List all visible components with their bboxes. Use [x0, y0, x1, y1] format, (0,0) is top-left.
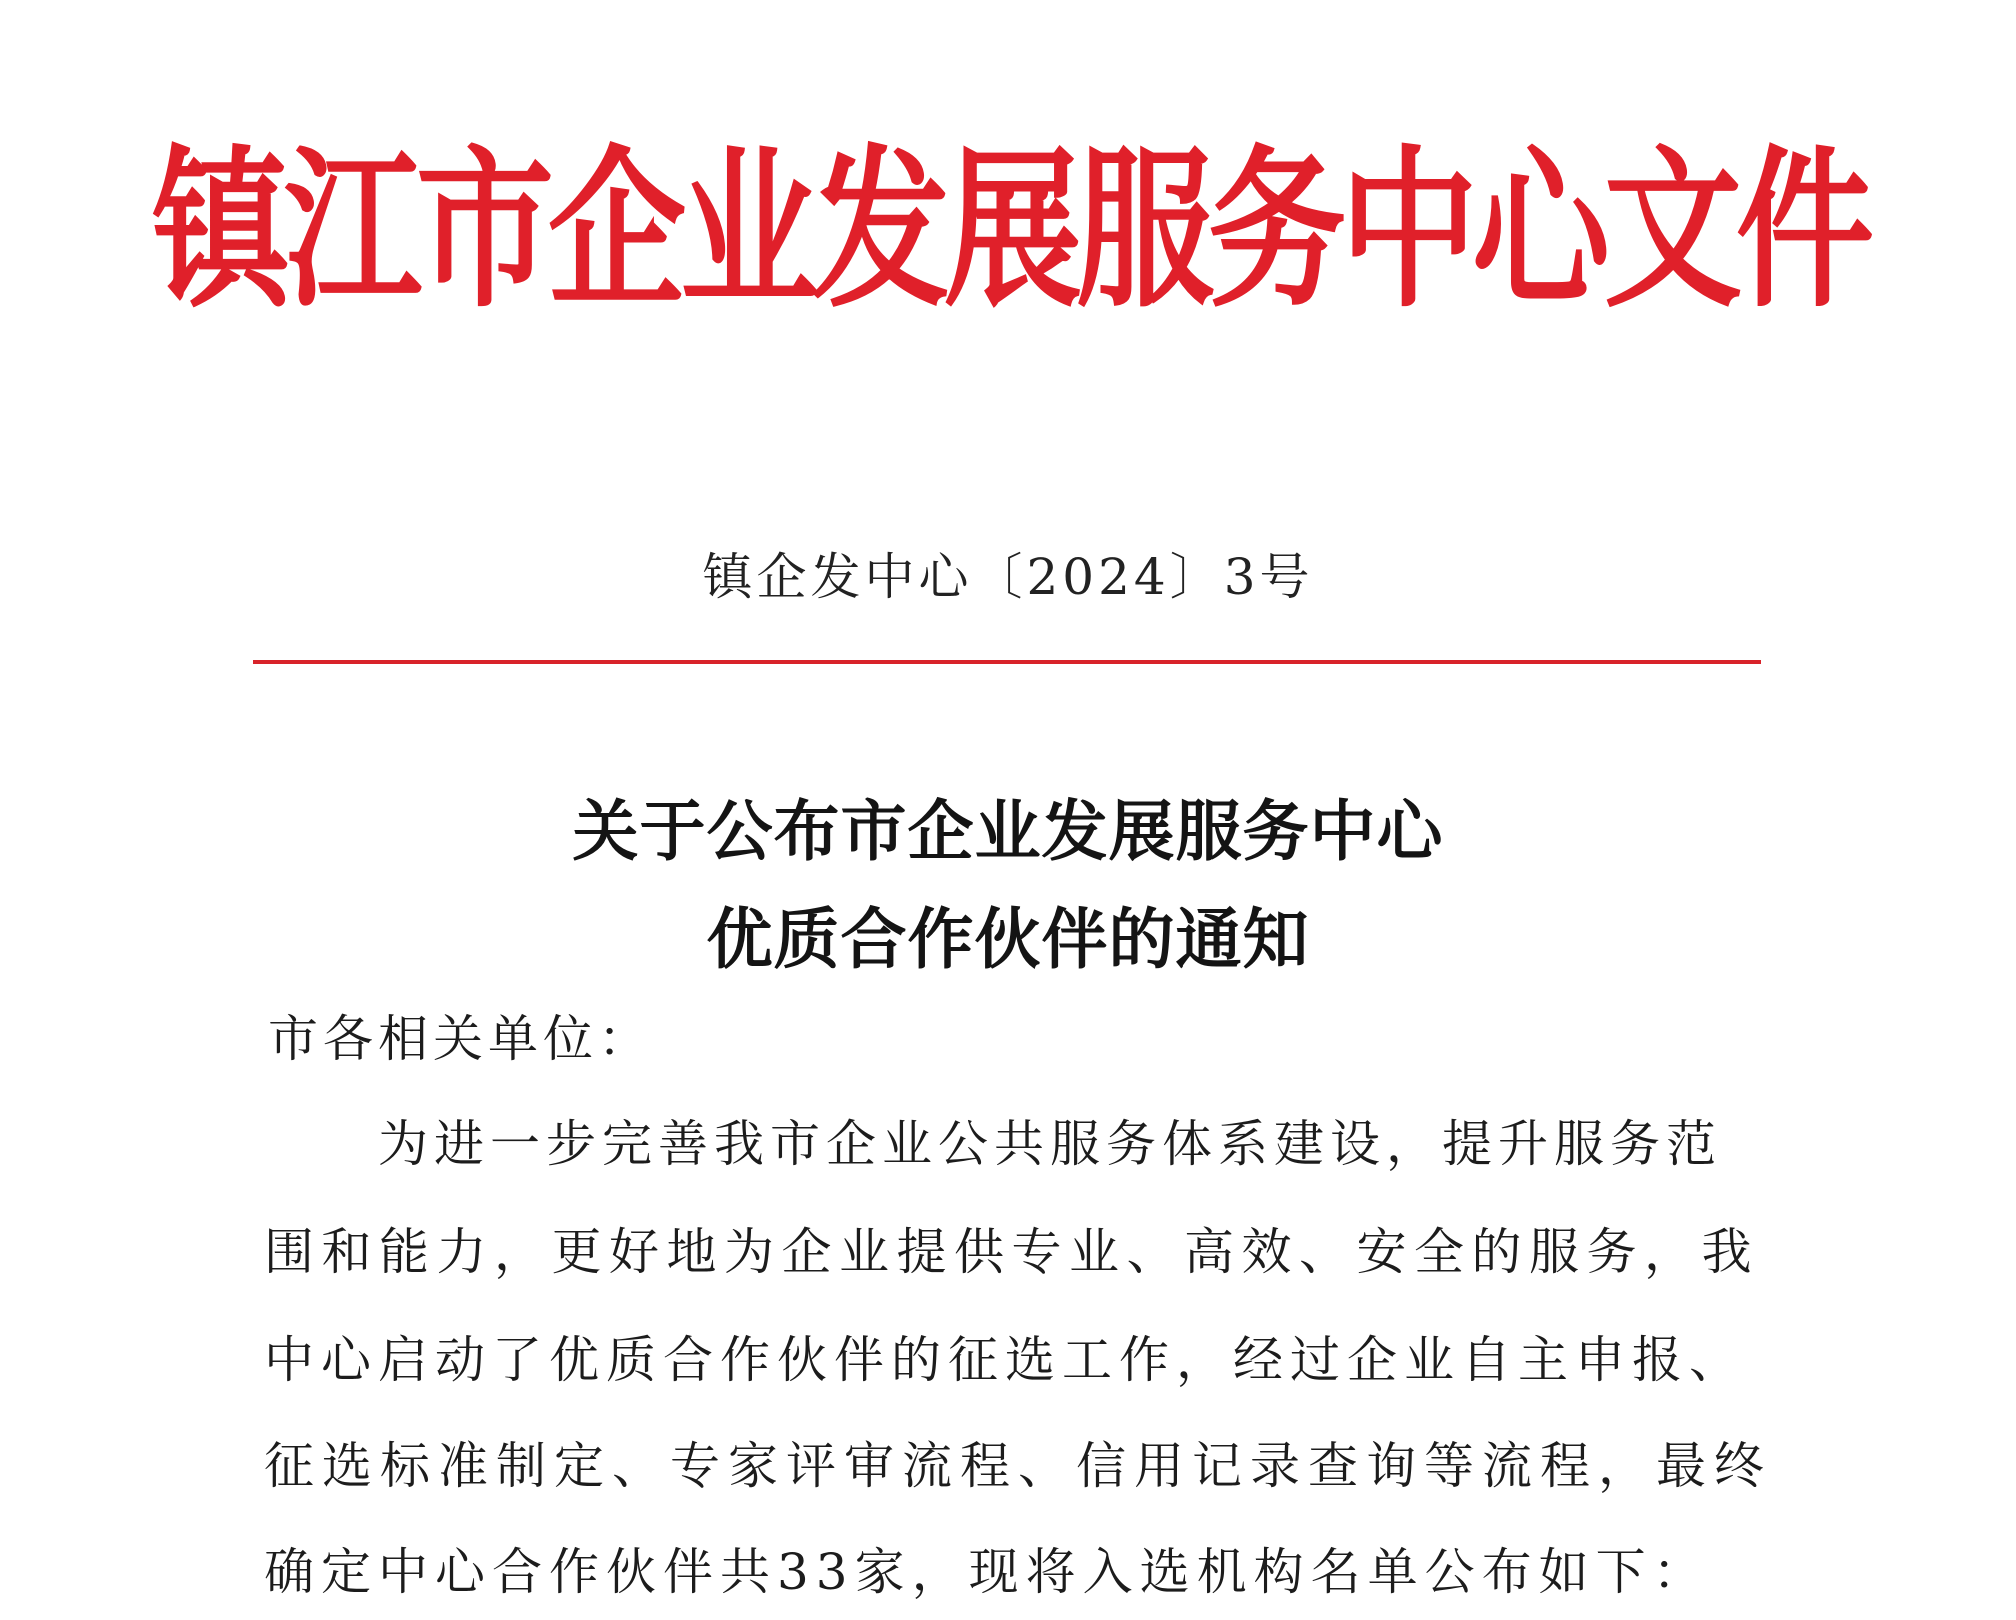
red-separator-line: [253, 660, 1761, 664]
salutation: 市各相关单位：: [268, 1010, 653, 1068]
body-line-3: 中心启动了优质合作伙伴的征选工作，经过企业自主申报、: [264, 1331, 1746, 1389]
notice-title-line-2: 优质合作伙伴的通知: [706, 901, 1310, 978]
document-number: 镇企发中心〔2024〕3号: [702, 548, 1314, 606]
issuer-masthead: 镇江市企业发展服务中心文件: [152, 127, 1869, 332]
body-line-2: 围和能力，更好地为企业提供专业、高效、安全的服务，我: [264, 1223, 1759, 1281]
body-line-5: 确定中心合作伙伴共33家，现将入选机构名单公布如下：: [264, 1543, 1710, 1601]
body-line-1: 为进一步完善我市企业公共服务体系建设，提升服务范: [378, 1115, 1722, 1173]
body-line-4: 征选标准制定、专家评审流程、信用记录查询等流程，最终: [264, 1437, 1772, 1495]
notice-title-line-1: 关于公布市企业发展服务中心: [572, 793, 1444, 870]
